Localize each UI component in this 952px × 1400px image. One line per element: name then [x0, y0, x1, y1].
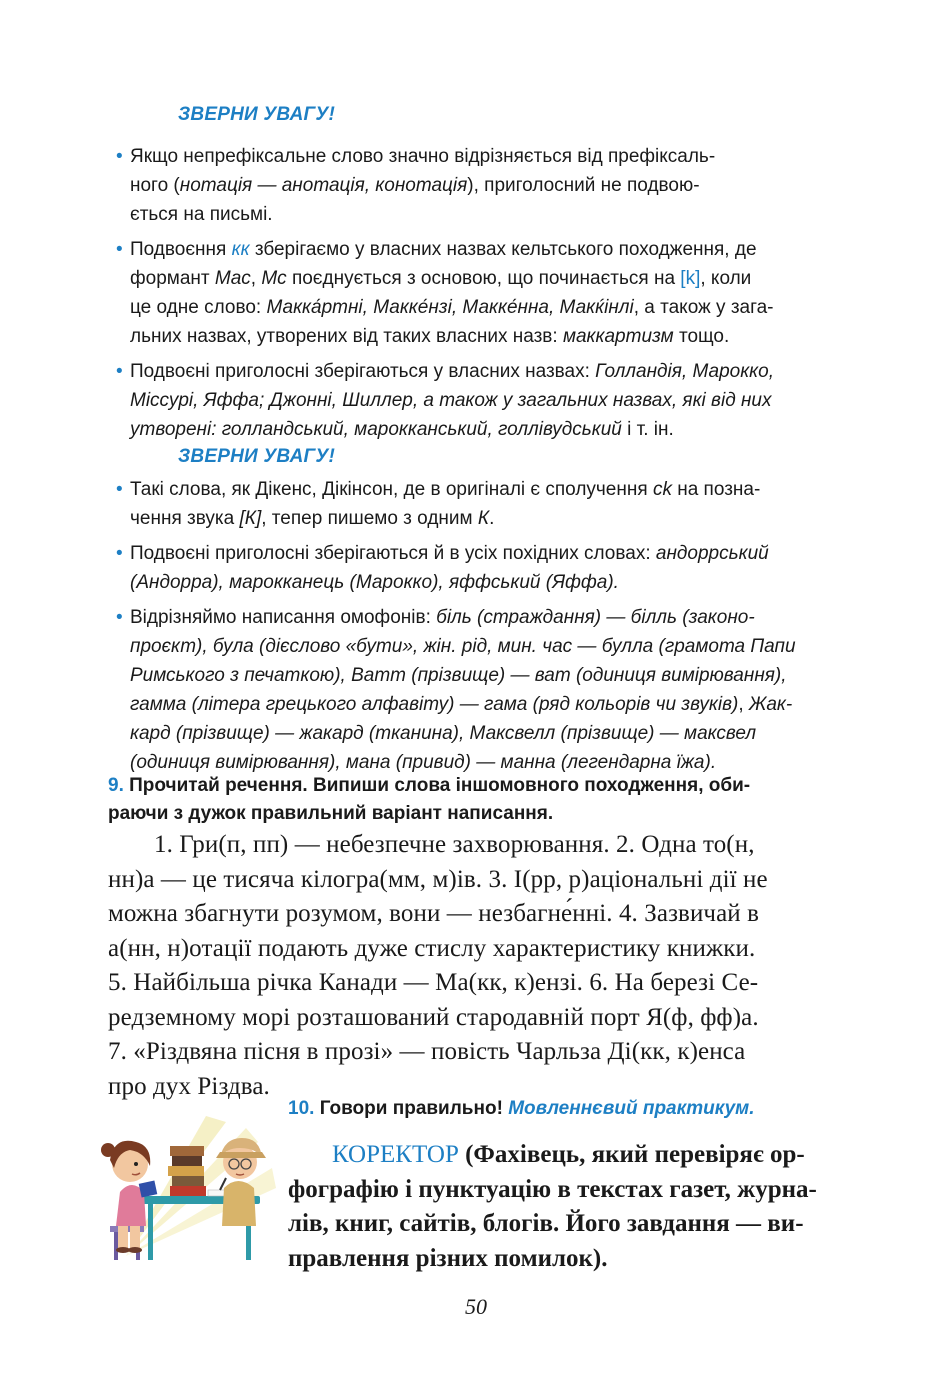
bullet-icon: • — [116, 239, 123, 260]
rule-text: льних назвах, утворених від таких власних назв: — [130, 326, 563, 347]
task-subtitle: Мовленнєвий практикум. — [508, 1098, 755, 1119]
rule-example: Міссурі, Яффа; Джонні, Шиллер, а також у загальних назвах, які від них — [130, 390, 772, 411]
rule-text: . — [489, 508, 495, 529]
rule-text: Подвоєні приголосні зберігаються й в усіх похідних словах: — [130, 543, 656, 564]
rule-1-2 — [108, 235, 898, 351]
exercise-line: можна збагнути розумом, вони — незбагне́нні. 4. Зазвичай в — [108, 900, 760, 927]
rule-text: ), приголосний не подвою- — [467, 175, 700, 196]
rule-1-3 — [108, 357, 898, 444]
rule-highlight: [k] — [680, 268, 701, 289]
rule-text: , — [250, 268, 262, 289]
rule-text: Подвоєні приголосні зберігаються у власних назвах: — [130, 361, 596, 382]
rule-text: , коли — [700, 268, 752, 289]
task-number: 10. — [288, 1098, 315, 1119]
exercise-line: а(нн, н)отації подають дуже стислу характеристику книжки. — [108, 934, 756, 962]
rule-text: і т. ін. — [621, 419, 674, 440]
task-10-heading — [288, 1098, 755, 1120]
rule-text: на позна- — [671, 479, 761, 500]
rule-example: гамма (літера грецького алфавіту) — гама (ряд кольорів чи звуків) — [130, 694, 739, 715]
exercise-line: 7. «Різдвяна пісня в прозі» — повість Чарльза Ді(кк, к)енса — [108, 1038, 746, 1065]
rule-example: Жак- — [748, 694, 793, 715]
rule-text: , тепер пишемо з одним — [261, 508, 478, 529]
bullet-icon: • — [116, 146, 123, 167]
rule-example: Mc — [261, 268, 287, 289]
rule-text: Відрізняймо написання омофонів: — [130, 607, 437, 628]
rule-example: маккартизм — [562, 326, 674, 347]
rule-example: ck — [652, 479, 672, 500]
rule-2-3 — [108, 603, 898, 777]
rule-2-2 — [108, 539, 898, 597]
definition-line: правлення різних помилок). — [288, 1244, 608, 1272]
rule-example: Голландія, Марокко, — [595, 361, 775, 382]
page-number: 50 — [465, 1294, 487, 1319]
rule-text: , — [738, 694, 749, 715]
rule-text: , а також у зага- — [633, 297, 774, 318]
exercise-line: 5. Найбільша річка Канади — Ма(кк, к)ензі. 6. На березі Се- — [108, 969, 759, 996]
exercise-line: про дух Різдва. — [108, 1072, 270, 1100]
rule-text: тощо. — [673, 326, 730, 347]
task-text: Прочитай речення. Випиши слова іншомовного походження, оби- — [129, 775, 751, 796]
illustration-drawing — [96, 1108, 280, 1268]
bullet-icon: • — [116, 607, 123, 628]
bullet-icon: • — [116, 361, 123, 382]
task-number: 9. — [108, 775, 124, 796]
rule-text: ється на письмі. — [130, 204, 273, 225]
rule-example: нотація — анотація, конотація — [179, 175, 468, 196]
rule-example: кард (прізвище) — жакард (тканина), Максвелл (прізвище) — максвел — [130, 723, 757, 744]
rule-example: Макка́ртні, Макке́нзі, Макке́нна, Макќінлі — [266, 297, 634, 318]
bullet-icon: • — [116, 479, 123, 500]
rule-example: [К] — [239, 508, 262, 529]
rule-text: Якщо непрефіксальне слово значно відрізняється від префіксаль- — [130, 146, 716, 167]
rule-highlight: кк — [231, 239, 250, 260]
rule-text: чення звука — [130, 508, 240, 529]
rule-text: це одне слово: — [130, 297, 267, 318]
task-text: раючи з дужок правильний варіант написання. — [108, 803, 554, 824]
rule-text: поєднується з основою, що починається на — [286, 268, 681, 289]
rules-block-1 — [108, 142, 898, 450]
rule-example: (Андорра), марокканець (Марокко), яффський (Яффа). — [130, 572, 619, 593]
rule-example: утворені: голландський, марокканський, голлівудський — [130, 419, 622, 440]
vocabulary-word: КОРЕКТОР — [332, 1141, 459, 1168]
bullet-icon: • — [116, 543, 123, 564]
exercise-line: редземному морі розташований стародавній порт Я(ф, фф)а. — [108, 1003, 759, 1031]
exercise-line: 1. Гри(п, пп) — небезпечне захворювання. 2. Одна то(н, — [154, 831, 755, 858]
rule-text: зберігаємо у власних назвах кельтського походження, де — [249, 239, 757, 260]
rule-example: проєкт), була (дієслово «бути», жін. рід, мин. час — булла (грамота Папи — [130, 636, 796, 657]
rule-example: (одиниця вимірювання), мана (привид) — манна (легендарна їжа). — [130, 752, 717, 773]
korektor-definition — [288, 1138, 880, 1276]
exercise-line: нн)а — це тисяча кілогра(мм, м)ів. 3. І(рр, р)аціональні дії не — [108, 865, 768, 893]
rule-text: формант — [130, 268, 215, 289]
rule-text: Подвоєння — [130, 239, 232, 260]
task-9-instruction — [108, 772, 898, 828]
rule-example: Mac — [214, 268, 251, 289]
definition-line: фографію і пунктуацію в текстах газет, журна- — [288, 1175, 817, 1203]
rule-example: біль (страждання) — білль (законо- — [436, 607, 755, 628]
attention-heading-2: ЗВЕРНИ УВАГУ! — [178, 446, 335, 467]
definition-line: (Фахівець, який перевіряє ор- — [458, 1141, 805, 1168]
rule-example: андоррський — [655, 543, 769, 564]
students-at-desk-illustration — [96, 1108, 280, 1268]
rule-text: Такі слова, як Дікенс, Дікінсон, де в оригіналі є сполучення — [130, 479, 653, 500]
definition-line: лів, книг, сайтів, блогів. Його завдання — ви- — [288, 1210, 804, 1237]
rule-1-1 — [108, 142, 898, 229]
rule-example: К — [477, 508, 490, 529]
rule-example: Римського з печаткою), Ватт (прізвище) — ват (одиниця вимірювання), — [130, 665, 787, 686]
exercise-9-text — [108, 828, 880, 1104]
task-text: Говори правильно! — [314, 1098, 509, 1119]
rules-block-2 — [108, 475, 898, 783]
rule-text: ного ( — [130, 175, 180, 196]
attention-heading-1: ЗВЕРНИ УВАГУ! — [178, 104, 335, 125]
rule-2-1 — [108, 475, 898, 533]
